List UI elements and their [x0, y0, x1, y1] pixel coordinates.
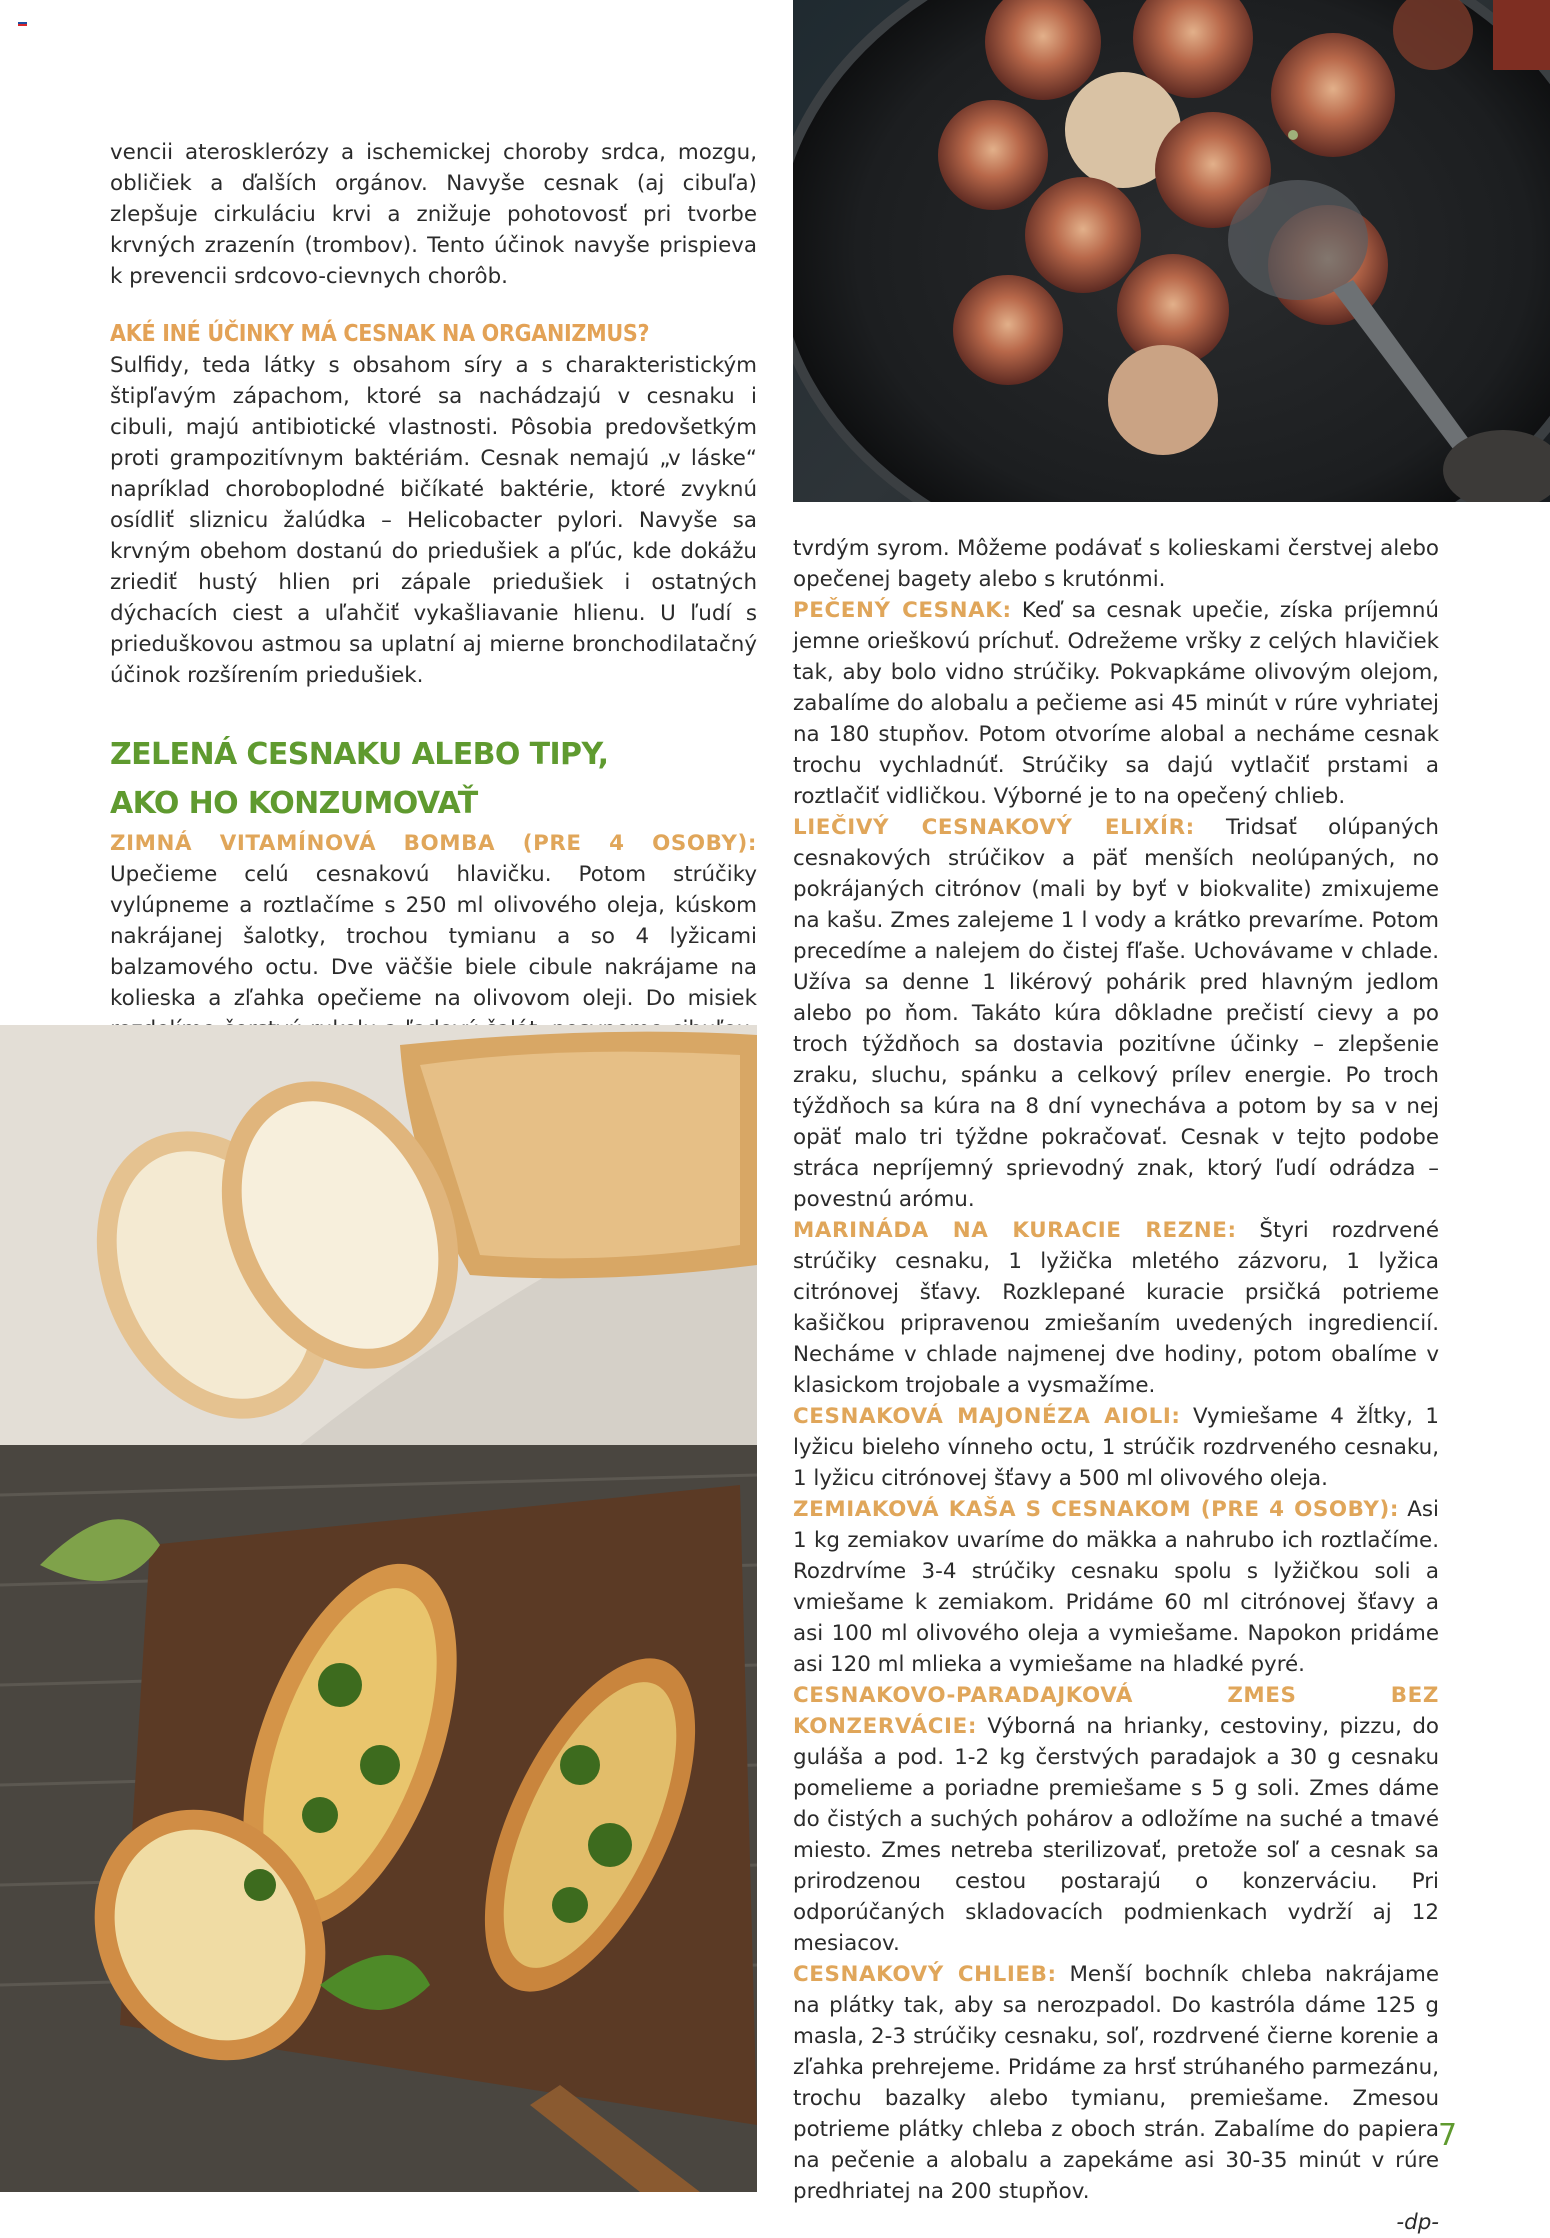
recipe-text: Keď sa cesnak upečie, získa príjemnú jemne orieškovú príchuť. Odrežeme vršky z celých hlavičiek tak, aby bolo vidno strúčiky. Pokvapkáme olivovým olejom, zabalíme do alobalu a pečieme asi 45 minút v rúre vyhriatej na 180 stupňov. Potom otvoríme alobal a necháme cesnak trochu vychladnúť. Strúčiky sa dajú vytlačiť prstami a roztlačiť vidličkou. Výborné je to na opečený chlieb.: [793, 598, 1439, 809]
roasted-garlic-photo: [793, 0, 1550, 502]
page-number: 7: [1438, 2118, 1458, 2153]
recipe-garlic-elixir: [793, 812, 1439, 1215]
recipe-garlic-bread: [793, 1959, 1439, 2207]
garlic-bread-photo: [0, 1025, 757, 2192]
recipe-text: Výborná na hrianky, cestoviny, pizzu, do guláša a pod. 1-2 kg čerstvých paradajok a 30 g cesnaku pomelieme a poriadne premiešame s 5 g soli. Zmes dáme do čistých a suchých pohárov a odložíme na suché a tmavé miesto. Zmes netreba sterilizovať, pretože soľ a cesnak sa prirodzenou cestou postarajú o konzerváciu. Pri odporúčaných skladovacích podmienkach vydrží aj 12 mesiacov.: [793, 1714, 1439, 1956]
recipe-text: Menší bochník chleba nakrájame na plátky tak, aby sa nerozpadol. Do kastróla dáme 125 g masla, 2-3 strúčiky cesnaku, soľ, rozdrvené čierne korenie a zľahka prehrejeme. Pridáme za hrsť strúhaného parmezánu, trochu bazalky alebo tymianu, premiešame. Zmesou potrieme plátky chleba z oboch strán. Zabalíme do papiera na pečenie a alobalu a zapekáme asi 30-35 minút v rúre predhriatej na 200 stupňov.: [793, 1962, 1439, 2204]
section-heading-effects: AKÉ INÉ ÚČINKY MÁ CESNAK NA ORGANIZMUS?: [110, 321, 650, 347]
recipe-tomato-mix: [793, 1680, 1439, 1959]
author-signature: -dp-: [1396, 2210, 1439, 2235]
section-heading-tips-line2: AKO HO KONZUMOVAŤ: [110, 786, 478, 821]
section-effects-body: Sulfidy, teda látky s obsahom síry a s charakteristickým štipľavým zápachom, ktoré sa nachádzajú v cesnaku i cibuli, majú antibiotické vlastnosti. Pôsobia predovšetkým proti grampozitívnym baktériám. Cesnak nemajú „v láske“ napríklad choroboplodné bičíkaté baktérie, ktoré zvyknú osídliť sliznicu žalúdka – Helicobacter pylori. Navyše sa krvným obehom dostanú do priedušiek a pľúc, kde dokážu zriediť hustý hlien pri zápale priedušiek i ostatných dýchacích ciest a uľahčiť vykašliavanie hlienu. U ľudí s prieduškovou astmou sa uplatní aj mierne bronchodilatačný účinok rozšírením priedušiek.: [110, 353, 757, 688]
right-text-column: [793, 533, 1439, 2238]
left-text-column: [110, 137, 757, 1076]
recipe-mashed-potatoes: [793, 1494, 1439, 1680]
recipe-chicken-marinade: [793, 1215, 1439, 1401]
language-flag-icon: [18, 20, 27, 26]
recipe-title: CESNAKOVÁ MAJONÉZA AIOLI:: [793, 1404, 1181, 1429]
section-heading-tips-line1: ZELENÁ CESNAKU ALEBO TIPY,: [110, 737, 609, 772]
recipe-title: ZIMNÁ VITAMÍNOVÁ BOMBA (PRE 4 OSOBY):: [110, 831, 757, 856]
recipe-title: PEČENÝ CESNAK:: [793, 598, 1012, 623]
recipe-text: Upečieme celú cesnakovú hlavičku. Potom strúčiky vylúpneme a roztlačíme s 250 ml olivového oleja, kúskom nakrájanej šalotky, trochou tymianu a so 4 lyžicami balzamového octu. Dve väčšie biele cibule nakrájame na kolieska a zľahka opečieme na olivovom oleji. Do misiek: [110, 862, 757, 1011]
recipe-text: Tridsať olúpaných cesnakových strúčikov a päť menších neolúpaných, no pokrájaných citrónov (mali by byť v biokvalite) zmixujeme na kašu. Zmes zalejeme 1 l vody a krátko prevaríme. Potom precedíme a nalejem do čistej fľaše. Uchovávame v chlade. Užíva sa denne 1 likérový pohárik pred hlavným jedlom alebo po ňom. Takáto kúra dôkladne prečistí cievy a po troch týždňoch sa dostavia pozitívne účinky – zlepšenie zraku, sluchu, spánku a celkový prílev energie. Po troch týždňoch sa kúra na 8 dní vynecháva a potom by sa v nej opäť malo tri týždne pokračovať. Cesnak v tejto podobe stráca nepríjemný sprievodný znak, ktorý ľudí odrádza – povestnú arómu.: [793, 815, 1439, 1212]
recipe-text: Asi 1 kg zemiakov uvaríme do mäkka a nahrubo ich roztlačíme. Rozdrvíme 3-4 strúčiky cesnaku spolu s lyžičkou soli a vmiešame k zemiakom. Pridáme 60 ml citrónovej šťavy a asi 100 ml olivového oleja a vymiešame. Napokon pridáme asi 120 ml mlieka a vymiešame na hladké pyré.: [793, 1497, 1439, 1677]
recipe-continuation: tvrdým syrom. Môžeme podávať s kolieskami čerstvej alebo opečenej bagety alebo s krutónmi.: [793, 536, 1439, 592]
recipe-title: CESNAKOVO-PARADAJKOVÁ ZMES BEZ KONZERVÁCIE:: [793, 1683, 1439, 1739]
recipe-title: MARINÁDA NA KURACIE REZNE:: [793, 1218, 1237, 1243]
recipe-title: LIEČIVÝ CESNAKOVÝ ELIXÍR:: [793, 815, 1195, 840]
recipe-roasted-garlic: [793, 595, 1439, 812]
recipe-text: Štyri rozdrvené strúčiky cesnaku, 1 lyžička mletého zázvoru, 1 lyžica citrónovej šťavy. Rozklepané kuracie prsičká potrieme kašičkou pripravenou zmiešaním uvedených ingrediencií. Necháme v chlade najmenej dve hodiny, potom obalíme v klasickom trojobale a vysmažíme.: [793, 1218, 1439, 1398]
recipe-aioli: [793, 1401, 1439, 1494]
recipe-text: Vymiešame 4 žĺtky, 1 lyžicu bieleho vínneho octu, 1 strúčik rozdrveného cesnaku, 1 lyžicu citrónovej šťavy a 500 ml olivového oleja.: [793, 1404, 1439, 1491]
recipe-title: ZEMIAKOVÁ KAŠA S CESNAKOM (PRE 4 OSOBY):: [793, 1497, 1400, 1522]
intro-paragraph: vencii aterosklerózy a ischemickej choroby srdca, mozgu, obličiek a ďalších orgánov. Navyše cesnak (aj cibuľa) zlepšuje cirkuláciu krvi a znižuje pohotovosť pri tvorbe krvných zrazenín (trombov). Tento účinok navyše prispieva k prevencii srdcovo-cievnych chorôb.: [110, 140, 757, 289]
recipe-title: CESNAKOVÝ CHLIEB:: [793, 1962, 1057, 1987]
